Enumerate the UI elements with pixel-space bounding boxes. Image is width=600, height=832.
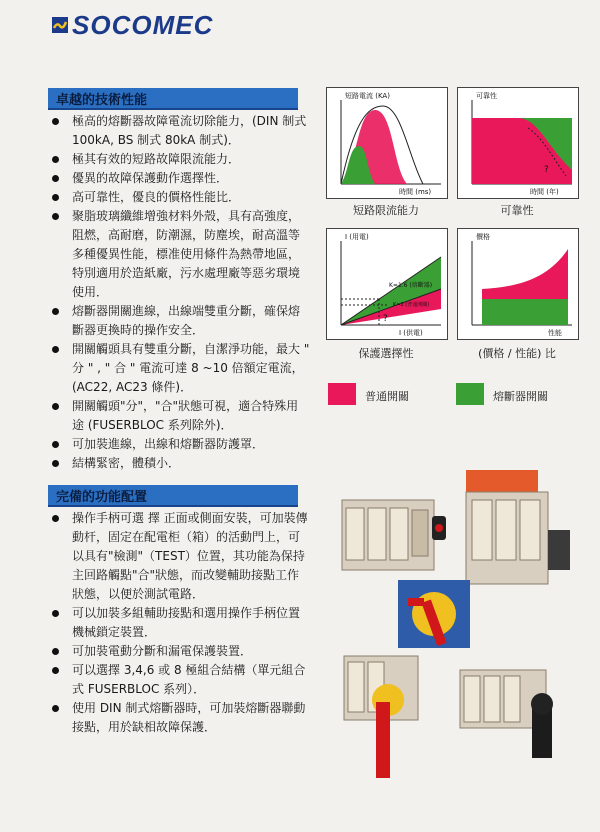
bullet-item: 操作手柄可選 擇 正面或側面安裝，可加裝傳動杆，固定在配電柜（箱）的活動門上，可以具有"檢測"（TEST）位置，其功能為保持主回路觸點"合"狀態，而改變輔助接點工作狀態，以便於測試電路． (50, 509, 310, 604)
bullet-item: 熔斷器開關進線，出線端雙重分斷，確保熔斷器更換時的操作安全． (50, 302, 310, 340)
section-title-bar (48, 485, 298, 507)
red-handle-photo (398, 580, 470, 648)
legend-swatch-pink (328, 383, 356, 405)
switch-photo-2 (466, 470, 570, 584)
protection-selectivity-chart (326, 228, 448, 340)
switch-photo-3 (344, 656, 418, 778)
bullet-item: 可加裝電動分斷和漏電保護裝置． (50, 642, 310, 661)
logo-mark-icon (52, 17, 68, 33)
chart-caption: 短路限流能力 (353, 204, 419, 217)
section-title: 完備的功能配置 (56, 490, 148, 505)
reliability-graph (458, 88, 578, 198)
chart-caption: 保護選擇性 (358, 347, 414, 360)
current-limiting-chart (326, 87, 448, 199)
section-title: 卓越的技術性能 (56, 93, 148, 108)
legend-swatch-green (456, 383, 484, 405)
bullet-item: 可加裝進線，出線和熔斷器防護罩． (50, 435, 310, 454)
chart-xlabel: 時間 (ms) (399, 188, 432, 196)
chart-k2-label: K=2 (普通開關) (393, 302, 430, 308)
socomec-logo (52, 12, 213, 38)
bullet-item: 開關觸頭具有雙重分斷，自潔淨功能，最大 " 分 " , " 合 " 電流可達 8 ~10 倍額定電流，(AC22, AC23 條件)． (50, 340, 310, 397)
bullet-item: 優異的故障保護動作選擇性． (50, 169, 310, 188)
reliability-chart (457, 87, 579, 199)
bullet-item: 極其有效的短路故障限流能力． (50, 150, 310, 169)
bullet-item: 高可靠性，優良的價格性能比． (50, 188, 310, 207)
feature-list (50, 112, 310, 473)
section-title-bar (48, 88, 298, 110)
bullet-item: 可以選擇 3,4,6 或 8 極組合結構（單元組合式 FUSERBLOC 系列）． (50, 661, 310, 699)
price-performance-graph (458, 229, 578, 339)
product-photos (336, 470, 591, 790)
current-limiting-graph (327, 88, 447, 198)
bullet-item: 開關觸頭"分"，"合"狀態可視，適合特殊用途 (FUSERBLOC 系列除外)． (50, 397, 310, 435)
bullet-item: 極高的熔斷器故障電流切除能力，(DIN 制式 100kA, BS 制式 80kA 制式)． (50, 112, 310, 150)
switch-photo-1 (342, 500, 446, 570)
legend-label-standard-switch: 普通開關 (365, 390, 409, 403)
chart-k1-label: K=1.6 (熔斷器) (389, 282, 433, 289)
bullet-item: 可以加裝多組輔助接點和選用操作手柄位置機械鎖定裝置． (50, 604, 310, 642)
chart-ylabel: 價格 (476, 233, 490, 241)
chart-ylabel: 短路電流 (KA) (345, 92, 390, 100)
chart-xlabel: I (供電) (399, 329, 423, 337)
chart-ylabel: I (用電) (345, 233, 369, 241)
chart-xlabel: 時間 (年) (530, 188, 559, 196)
legend-label-fuse-switch: 熔斷器開關 (493, 390, 548, 403)
chart-xlabel: 性能 (548, 329, 562, 337)
price-performance-chart (457, 228, 579, 340)
chart-question-mark: ? (544, 165, 549, 175)
bullet-item: 結構緊密，體積小． (50, 454, 310, 473)
switch-photo-4 (460, 670, 553, 758)
chart-caption: (價格 / 性能) 比 (478, 347, 556, 360)
bullet-item: 聚脂玻璃纖維增強材料外殼，具有高強度，阻燃，高耐磨，防潮濕，防塵埃，耐高溫等多種優異性能，標准使用條件為熱帶地區，特別適用於造紙廠，污水處理廠等惡劣環境使用． (50, 207, 310, 302)
chart-ylabel: 可靠性 (476, 92, 497, 100)
logo-text: SOCOMEC (72, 10, 214, 40)
protection-selectivity-graph (327, 229, 447, 339)
chart-caption: 可靠性 (500, 204, 534, 217)
chart-question-mark: ? (383, 314, 388, 324)
bullet-item: 使用 DIN 制式熔斷器時，可加裝熔斷器聯動接點，用於缺相故障保護． (50, 699, 310, 737)
function-list (50, 509, 310, 737)
